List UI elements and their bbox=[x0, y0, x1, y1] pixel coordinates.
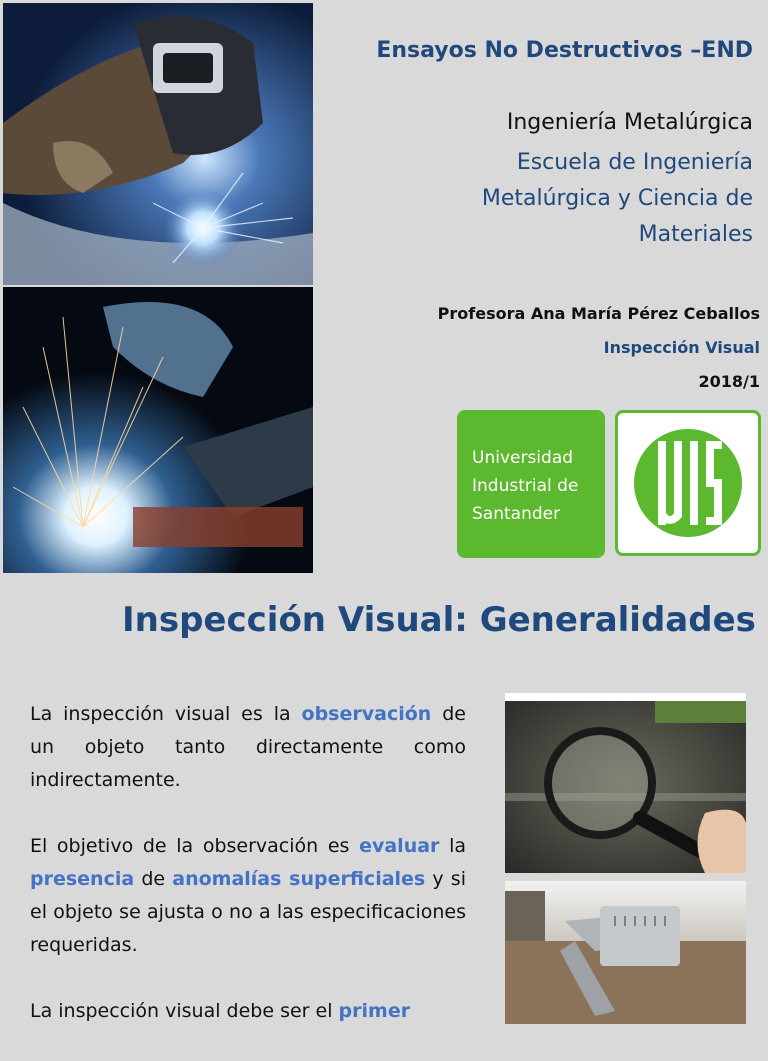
highlight-term: observación bbox=[301, 703, 432, 725]
text-run: de un objeto tanto directamente como indirectamente. bbox=[30, 703, 466, 791]
logo-line: Santander bbox=[472, 504, 561, 524]
paragraph bbox=[30, 995, 466, 1028]
school-line: Escuela de Ingeniería bbox=[516, 150, 753, 175]
text-run: La inspección visual debe ser el bbox=[30, 1000, 339, 1022]
logo-line: Universidad bbox=[472, 448, 574, 468]
sparks-photo bbox=[3, 287, 313, 573]
paragraph bbox=[30, 830, 466, 962]
school-name bbox=[482, 145, 753, 253]
text-run: la bbox=[439, 835, 466, 857]
term-label: 2018/1 bbox=[698, 372, 760, 391]
magnifier-photo bbox=[505, 693, 746, 873]
topic-label: Inspección Visual bbox=[603, 338, 760, 357]
text-run: La inspección visual es la bbox=[30, 703, 302, 725]
professor-name: Profesora Ana María Pérez Ceballos bbox=[437, 304, 760, 323]
body-text bbox=[30, 698, 466, 1061]
uis-logo-icon bbox=[615, 410, 761, 556]
section-title: Inspección Visual: Generalidades bbox=[122, 600, 756, 640]
text-run: de bbox=[134, 868, 173, 890]
highlight-term: presencia bbox=[30, 868, 135, 890]
highlight-term: anomalías superficiales bbox=[172, 868, 426, 890]
course-title: Ensayos No Destructivos –END bbox=[376, 38, 753, 63]
paragraph bbox=[30, 698, 466, 797]
logo-line: Industrial de bbox=[472, 476, 579, 496]
program-name: Ingeniería Metalúrgica bbox=[506, 110, 753, 135]
gauge-photo bbox=[505, 881, 746, 1024]
welder-photo bbox=[3, 3, 313, 285]
school-line: Materiales bbox=[638, 222, 753, 247]
highlight-term: evaluar bbox=[359, 835, 440, 857]
university-name bbox=[472, 444, 578, 528]
highlight-term: primer bbox=[338, 1000, 411, 1022]
school-line: Metalúrgica y Ciencia de bbox=[481, 186, 753, 211]
text-run: y si el objeto se ajusta o no a las especificaciones requeridas. bbox=[30, 868, 466, 956]
text-run: El objetivo de la observación es bbox=[30, 835, 360, 857]
